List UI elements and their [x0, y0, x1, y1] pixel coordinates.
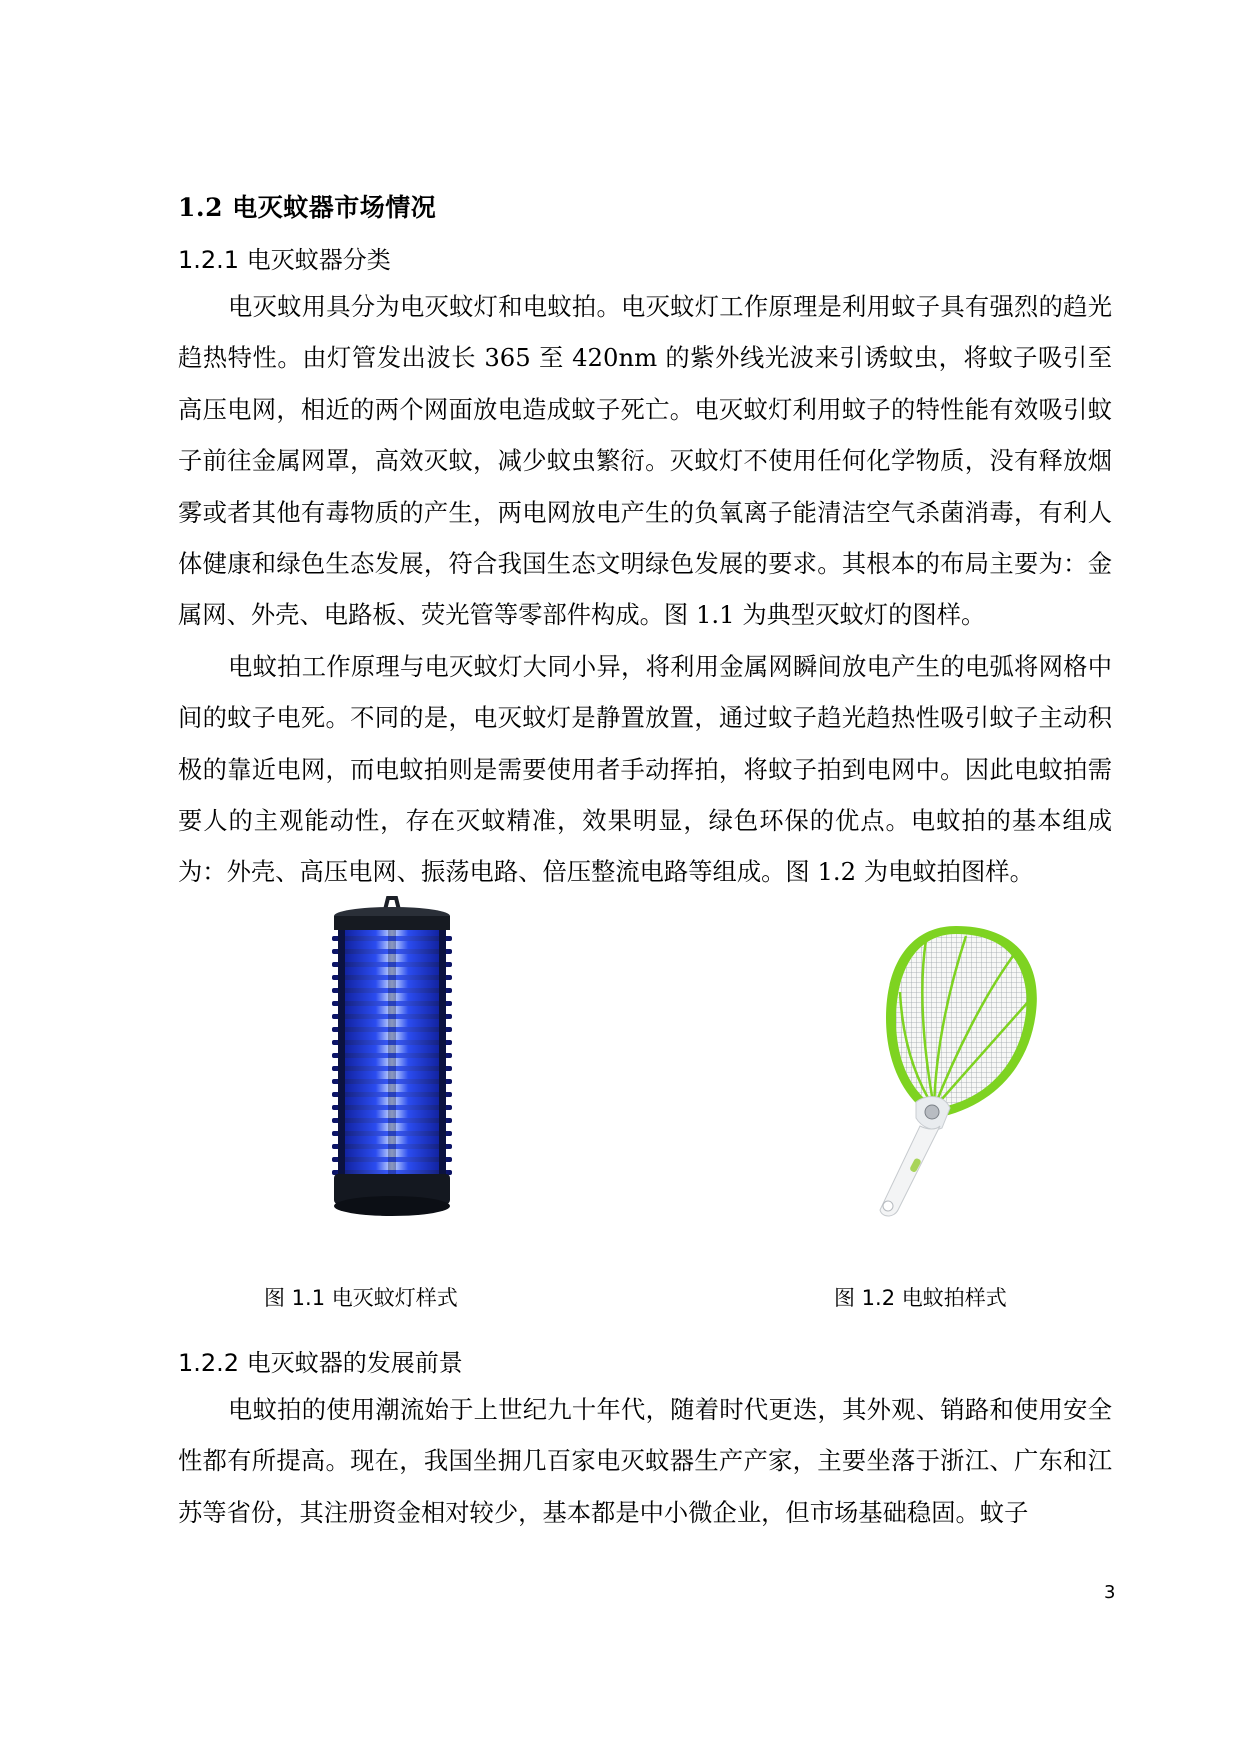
section-heading: 1.2 电灭蚊器市场情况	[178, 193, 437, 222]
page-number: 3	[1104, 1582, 1116, 1603]
subsection-1-2-1-body	[178, 281, 1112, 898]
mosquito-racket-image	[816, 922, 1046, 1222]
figure-1-1-caption: 图 1.1 电灭蚊灯样式	[264, 1286, 458, 1310]
subsection-heading-1-2-1: 1.2.1 电灭蚊器分类	[178, 246, 391, 274]
mosquito-lamp-image	[322, 896, 462, 1222]
subsection-heading-1-2-2: 1.2.2 电灭蚊器的发展前景	[178, 1349, 463, 1377]
subsection-1-2-2-body	[178, 1384, 1112, 1538]
paragraph-mosquito-racket: 电蚊拍工作原理与电灭蚊灯大同小异，将利用金属网瞬间放电产生的电弧将网格中间的蚊子电死。不同的是，电灭蚊灯是静置放置，通过蚊子趋光趋热性吸引蚊子主动积极的靠近电网，而电蚊拍则是需要使用者手动挥拍，将蚊子拍到电网中。因此电蚊拍需要人的主观能动性，存在灭蚊精准，效果明显，绿色环保的优点。电蚊拍的基本组成为：外壳、高压电网、振荡电路、倍压整流电路等组成。图 1.2 为电蚊拍图样。	[178, 651, 1112, 887]
figure-1-2-caption: 图 1.2 电蚊拍样式	[834, 1286, 1007, 1310]
paragraph-development-prospects: 电蚊拍的使用潮流始于上世纪九十年代，随着时代更迭，其外观、销路和使用安全性都有所提高。现在，我国坐拥几百家电灭蚊器生产产家，主要坐落于浙江、广东和江苏等省份，其注册资金相对较少，基本都是中小微企业，但市场基础稳固。蚊子	[178, 1395, 1112, 1527]
paragraph-mosquito-lamp: 电灭蚊用具分为电灭蚊灯和电蚊拍。电灭蚊灯工作原理是利用蚊子具有强烈的趋光趋热特性。由灯管发出波长 365 至 420nm 的紫外线光波来引诱蚊虫，将蚊子吸引至高压电网，相近的两个网面放电造成蚊子死亡。电灭蚊灯利用蚊子的特性能有效吸引蚊子前往金属网罩，高效灭蚊，减少蚊虫繁衍。灭蚊灯不使用任何化学物质，没有释放烟雾或者其他有毒物质的产生，两电网放电产生的负氧离子能清洁空气杀菌消毒，有利人体健康和绿色生态发展，符合我国生态文明绿色发展的要求。其根本的布局主要为：金属网、外壳、电路板、荧光管等零部件构成。图 1.1 为典型灭蚊灯的图样。	[178, 292, 1112, 630]
